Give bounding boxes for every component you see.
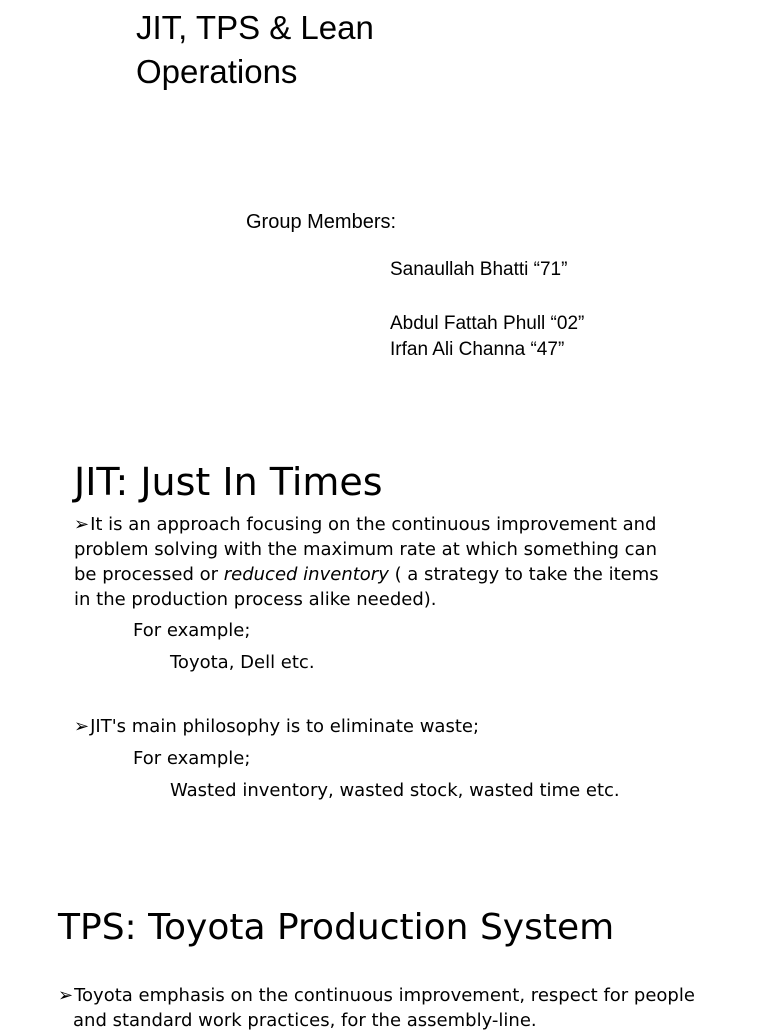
jit-def-line2: problem solving with the maximum rate at which something can	[74, 539, 657, 560]
tps-paragraph	[58, 983, 695, 1033]
tps-line1: Toyota emphasis on the continuous improvement, respect for people	[74, 985, 695, 1006]
arrow-bullet-icon: ➢	[58, 985, 74, 1006]
member-item: Sanaullah Bhatti “71”	[390, 259, 568, 280]
group-members-label: Group Members:	[246, 211, 397, 233]
jit-definition-paragraph	[74, 512, 659, 612]
slide2-title: JIT: Just In Times	[74, 460, 383, 504]
jit-def-line3a: be processed or	[74, 564, 224, 585]
slide1-title-line2: Operations	[136, 53, 298, 90]
slide3-title: TPS: Toyota Production System	[58, 907, 615, 948]
jit-def-emphasis: reduced inventory	[223, 564, 389, 585]
member-item: Irfan Ali Channa “47”	[390, 339, 565, 360]
example-label: For example;	[133, 620, 251, 641]
example-text: Wasted inventory, wasted stock, wasted time etc.	[170, 780, 620, 801]
example-text: Toyota, Dell etc.	[170, 652, 315, 673]
slide1-title	[136, 6, 374, 94]
jit-def-line3b: ( a strategy to take the items	[388, 564, 659, 585]
slide1-title-line1: JIT, TPS & Lean	[136, 9, 374, 46]
arrow-bullet-icon: ➢	[74, 514, 90, 535]
jit-philosophy-text: JIT's main philosophy is to eliminate waste;	[90, 716, 480, 737]
member-item: Abdul Fattah Phull “02”	[390, 313, 585, 334]
jit-def-line4: in the production process alike needed).	[74, 589, 437, 610]
example-label: For example;	[133, 748, 251, 769]
tps-line2: and standard work practices, for the assembly-line.	[73, 1010, 537, 1031]
jit-philosophy-paragraph	[74, 714, 479, 739]
arrow-bullet-icon: ➢	[74, 716, 90, 737]
jit-def-line1: It is an approach focusing on the continuous improvement and	[90, 514, 657, 535]
